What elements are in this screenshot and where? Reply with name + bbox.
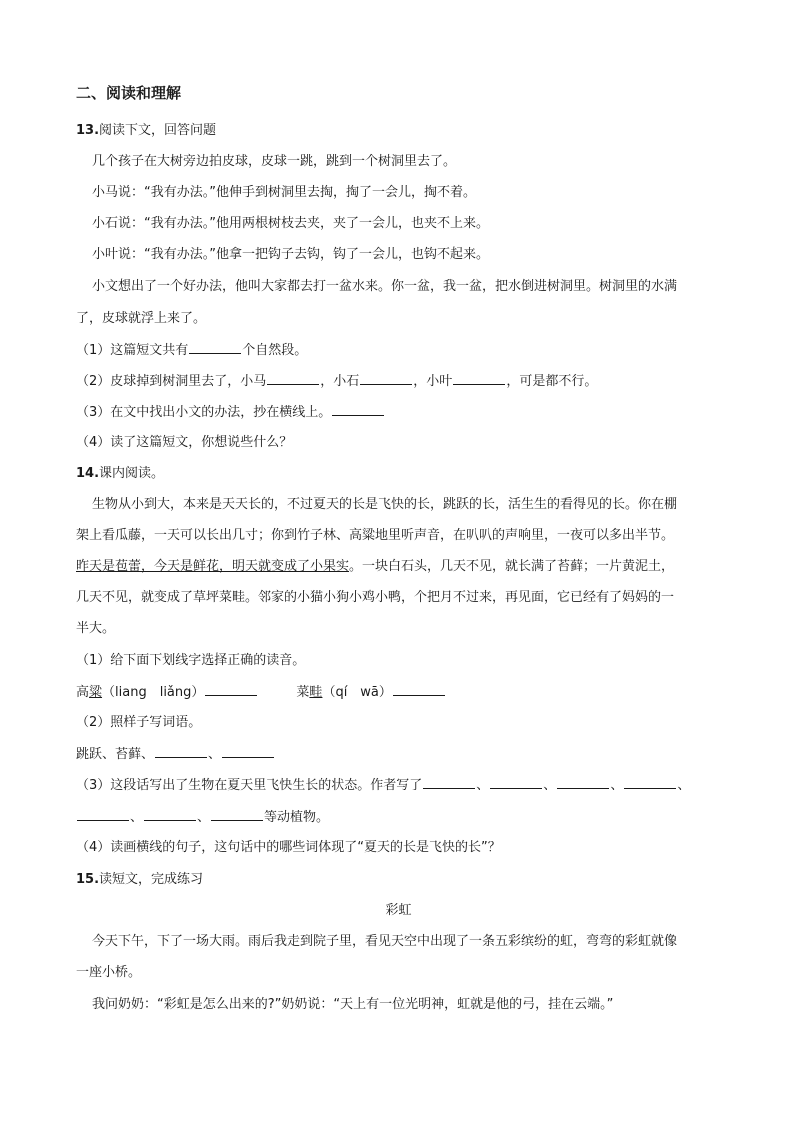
word-1: 高	[76, 685, 90, 700]
q14-paragraph-line-1: 生物从小到大，本来是天天长的，不过夏天的长是飞快的长，跳跃的长，活生生的看得见的长。你在棚	[92, 497, 678, 512]
q13-sub-2-text-d: ，可是都不行。	[506, 374, 598, 389]
q13-paragraph-3: 小石说：“我有办法。”他用两根树枝去夹，夹了一会儿，也夹不上来。	[92, 216, 489, 231]
q15-number: 15.	[76, 872, 100, 887]
answer-blank[interactable]	[267, 372, 319, 385]
answer-blank[interactable]	[453, 372, 505, 385]
answer-blank[interactable]	[222, 745, 274, 758]
answer-blank[interactable]	[557, 776, 609, 789]
q14-prompt: 课内阅读。	[99, 466, 165, 481]
q13-number: 13.	[76, 123, 100, 138]
q14-sub-1: （1）给下面下划线字选择正确的读音。	[76, 653, 306, 668]
q14-paragraph-line-5: 半大。	[76, 621, 116, 636]
q14-sub-2-example	[76, 745, 275, 764]
answer-blank[interactable]	[393, 683, 445, 696]
example-words: 跳跃、苔藓、	[76, 747, 155, 762]
q13-prompt: 阅读下文，回答问题	[99, 123, 217, 138]
q14-sub-4: （4）读画横线的句子，这句话中的哪些词体现了“夏天的长是飞快的长”？	[76, 840, 501, 855]
q15-paragraph-line-1: 今天下午，下了一场大雨。雨后我走到院子里，看见天空中出现了一条五彩缤纷的虹，弯弯的彩虹就像	[92, 934, 678, 949]
q14-paragraph-line-3	[76, 558, 674, 576]
q13-sub-3	[76, 403, 385, 422]
answer-blank[interactable]	[77, 808, 129, 821]
separator: 、	[130, 810, 144, 825]
q14-sub-2: （2）照样子写词语。	[76, 715, 202, 730]
separator: 、	[610, 778, 624, 793]
q14-paragraph-line-4: 几天不见，就变成了草坪菜畦。邻家的小猫小狗小鸡小鸭，个把月不过来，再见面，它已经有了妈妈的一	[76, 590, 675, 605]
separator: 、	[476, 778, 490, 793]
word-2-pinyin: （qí wā）	[322, 685, 392, 700]
separator: 、	[677, 778, 691, 793]
answer-blank[interactable]	[189, 341, 241, 354]
q14-sub-3-line-2	[76, 808, 329, 827]
q13-sub-2-text-a: （2）皮球掉到树洞里去了，小马	[76, 374, 267, 389]
q13-sub-3-text: （3）在文中找出小文的办法，抄在横线上。	[76, 405, 332, 420]
q15-paragraph-line-2: 一座小桥。	[76, 965, 142, 980]
underlined-sentence: 昨天是苞蕾，今天是鲜花，明天就变成了小果实	[76, 559, 350, 574]
answer-blank[interactable]	[155, 745, 207, 758]
q13-sub-1	[76, 341, 307, 360]
q15-prompt: 读短文，完成练习	[99, 872, 204, 887]
section-title: 二、阅读和理解	[76, 84, 182, 102]
q13-header	[76, 122, 216, 140]
q13-sub-2	[76, 372, 597, 391]
separator: 、	[197, 810, 211, 825]
q13-paragraph-4: 小叶说：“我有办法。”他拿一把钩子去钩，钩了一会儿，也钩不起来。	[92, 247, 489, 262]
answer-blank[interactable]	[205, 683, 257, 696]
q13-paragraph-5a: 小文想出了一个好办法，他叫大家都去打一盆水来。你一盆，我一盆，把水倒进树洞里。树洞里的水满	[92, 279, 678, 294]
story-title: 彩虹	[385, 903, 412, 918]
q14-sub-3-text-a: （3）这段话写出了生物在夏天里飞快生长的状态。作者写了	[76, 778, 423, 793]
answer-blank[interactable]	[144, 808, 196, 821]
q13-sub-2-text-b: ，小石	[320, 374, 360, 389]
q13-sub-1-text-a: （1）这篇短文共有	[76, 343, 189, 358]
q14-sub-1-words	[76, 683, 446, 702]
q13-sub-2-text-c: ，小叶	[413, 374, 453, 389]
q14-number: 14.	[76, 466, 100, 481]
word-2: 菜	[296, 685, 310, 700]
q14-paragraph-line-2: 架上看瓜藤，一天可以长出几寸；你到竹子林、高粱地里听声音，在叭叭的声响里，一夜可以多出半节。	[76, 528, 675, 543]
answer-blank[interactable]	[624, 776, 676, 789]
word-2-underlined: 畦	[309, 685, 323, 700]
q15-header	[76, 871, 203, 889]
q14-sub-3-line-1	[76, 776, 690, 795]
q14-sub-3-text-b: 等动植物。	[264, 810, 330, 825]
word-1-underlined: 粱	[89, 685, 103, 700]
answer-blank[interactable]	[360, 372, 412, 385]
q13-paragraph-1: 几个孩子在大树旁边拍皮球，皮球一跳，跳到一个树洞里去了。	[92, 154, 457, 169]
q15-paragraph-2: 我问奶奶：“彩虹是怎么出来的?”奶奶说：“天上有一位光明神，虹就是他的弓，挂在云端。”	[92, 997, 614, 1012]
separator: 、	[208, 747, 222, 762]
answer-blank[interactable]	[490, 776, 542, 789]
q13-paragraph-2: 小马说：“我有办法。”他伸手到树洞里去掏，掏了一会儿，掏不着。	[92, 185, 476, 200]
q13-sub-1-text-b: 个自然段。	[242, 343, 308, 358]
answer-blank[interactable]	[332, 403, 384, 416]
q13-paragraph-5b: 了，皮球就浮上来了。	[76, 311, 207, 326]
answer-blank[interactable]	[211, 808, 263, 821]
separator: 、	[543, 778, 557, 793]
q14-paragraph-line-3-rest: 。一块白石头，几天不见，就长满了苔藓；一片黄泥土，	[349, 559, 675, 574]
q14-header	[76, 465, 164, 483]
q13-sub-4: （4）读了这篇短文，你想说些什么？	[76, 435, 293, 450]
answer-blank[interactable]	[423, 776, 475, 789]
word-1-pinyin: （liang liǎng）	[102, 685, 205, 700]
